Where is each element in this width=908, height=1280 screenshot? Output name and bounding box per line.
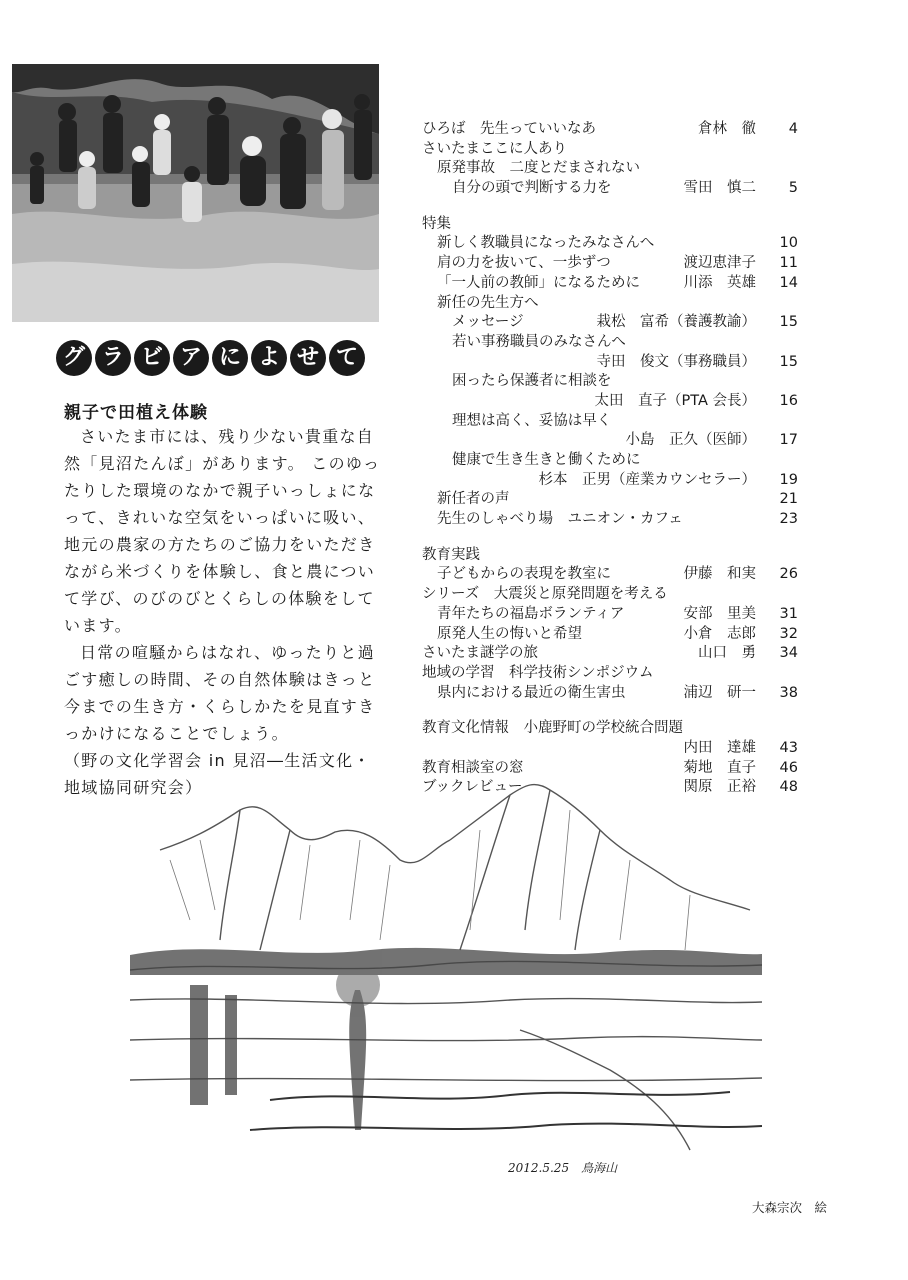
toc-entry-title: 県内における最近の衛生害虫	[437, 684, 626, 701]
toc-entry	[422, 372, 798, 392]
toc-entry	[422, 471, 798, 491]
toc-entry-title: 健康で生き生きと働くために	[452, 452, 641, 468]
toc-entry	[422, 412, 798, 432]
toc-entry-page: 43	[779, 739, 798, 756]
toc-entry-page: 15	[779, 314, 798, 331]
gravure-heading-char: よ	[251, 340, 287, 376]
toc-entry	[422, 254, 798, 274]
toc-entry	[422, 215, 798, 235]
toc-entry	[422, 234, 798, 254]
toc-entry-author: 関原 正裕	[683, 779, 756, 796]
toc-entry	[422, 392, 798, 412]
mountain-sketch	[130, 770, 762, 1180]
toc-entry-title: 新任者の声	[437, 491, 510, 508]
toc-entry-author: 伊藤 和実	[683, 566, 756, 583]
toc-entry-title: 子どもからの表現を教室に	[437, 566, 611, 583]
toc-entry	[422, 451, 798, 471]
toc-entry	[422, 294, 798, 314]
toc-entry-page: 5	[788, 180, 798, 197]
article-credit: （野の文化学習会 in 見沼―生活文化・地域協同研究会）	[64, 751, 371, 797]
toc-entry	[422, 644, 798, 664]
gravure-heading-char: ビ	[134, 340, 170, 376]
toc-entry-page: 21	[779, 491, 798, 508]
toc-entry-page: 11	[779, 255, 798, 272]
toc-entry-title: さいたまここに人あり	[422, 140, 567, 157]
toc-entry-page: 19	[779, 471, 798, 488]
toc-entry-title: 特集	[422, 215, 451, 232]
toc-entry	[422, 333, 798, 353]
toc-entry-title: ブックレビュー	[422, 779, 523, 796]
gravure-heading-char: ア	[173, 340, 209, 376]
toc-entry	[422, 313, 798, 333]
toc-entry-title: さいたま謎学の旅	[422, 645, 538, 662]
toc-entry-page: 14	[779, 274, 798, 291]
gravure-heading-char: せ	[290, 340, 326, 376]
toc-entry-title: 教育実践	[422, 546, 480, 563]
toc-entry-title: 新任の先生方へ	[437, 294, 539, 311]
toc-entry-title: 教育文化情報 小鹿野町の学校統合問題	[422, 720, 683, 737]
toc-entry-page: 31	[779, 605, 798, 622]
toc-entry-page: 16	[779, 392, 798, 409]
toc-entry-title: シリーズ 大震災と原発問題を考える	[422, 586, 668, 603]
toc-entry-page: 26	[779, 566, 798, 583]
toc-entry-page: 17	[779, 432, 798, 449]
toc-entry-author: 菊地 直子	[683, 759, 756, 776]
toc-entry-title: 原発事故 二度とだまされない	[437, 160, 640, 177]
gravure-heading-char: グ	[56, 340, 92, 376]
toc-entry	[422, 510, 798, 530]
toc-entry	[422, 353, 798, 373]
toc-entry-author: 内田 達雄	[683, 739, 756, 756]
toc-entry-title: 若い事務職員のみなさんへ	[452, 333, 626, 350]
toc-group-gap	[422, 199, 798, 215]
toc-entry-author: 寺田 俊文（事務職員）	[596, 353, 756, 370]
toc-entry	[422, 719, 798, 739]
toc-entry	[422, 565, 798, 585]
toc-group-gap	[422, 703, 798, 719]
toc-entry-page: 46	[779, 759, 798, 776]
toc-entry-page: 34	[779, 645, 798, 662]
toc-entry-title: 自分の頭で判断する力を	[452, 180, 612, 197]
toc-entry-author: 倉林 徹	[698, 121, 756, 137]
toc-entry-author: 杉本 正男（産業カウンセラー）	[538, 471, 756, 488]
toc-entry-page: 10	[779, 235, 798, 252]
toc-entry-title: 新しく教職員になったみなさんへ	[437, 235, 655, 252]
toc-entry	[422, 179, 798, 199]
toc-entry	[422, 625, 798, 645]
illustration-caption: 大森宗次 絵	[752, 1200, 828, 1215]
toc-entry-author: 小島 正久（医師）	[625, 432, 756, 449]
toc-entry-page: 48	[779, 779, 798, 796]
article-title: 親子で田植え体験	[64, 403, 208, 423]
article-paragraph: 日常の喧騒からはなれ、ゆったりと過ごす癒しの時間、その自然体験はきっと今までの生き方・くらしかたを見直すきっかけになることでしょう。	[64, 643, 376, 743]
toc-entry-author: 雪田 慎二	[683, 180, 756, 197]
toc-entry-title: 困ったら保護者に相談を	[452, 373, 612, 390]
toc-group-gap	[422, 530, 798, 546]
toc-entry-title: 「一人前の教師」になるために	[437, 274, 640, 291]
gravure-heading-char: に	[212, 340, 248, 376]
toc-entry	[422, 490, 798, 510]
toc-entry-title: 原発人生の悔いと希望	[437, 625, 582, 642]
toc-entry-page: 32	[779, 625, 798, 642]
toc-entry	[422, 159, 798, 179]
rice-planting-photo	[12, 64, 379, 322]
toc-entry-author: 渡辺恵津子	[683, 255, 756, 272]
toc-entry	[422, 664, 798, 684]
toc-entry	[422, 546, 798, 566]
toc-entry-title: 地域の学習 科学技術シンポジウム	[422, 664, 654, 681]
toc-entry-page: 15	[779, 353, 798, 370]
gravure-heading-char: ラ	[95, 340, 131, 376]
toc-entry-title: 肩の力を抜いて、一歩ずつ	[437, 255, 611, 272]
sketch-date-inscription: 2012.5.25 鳥海山	[508, 1161, 618, 1175]
toc-entry	[422, 120, 798, 140]
toc-entry-author: 浦辺 研一	[683, 684, 756, 701]
toc-entry	[422, 585, 798, 605]
toc-entry-author: 栽松 富希（養護教諭）	[596, 314, 756, 331]
toc-entry-author: 小倉 志郎	[683, 625, 756, 642]
toc-entry-page: 4	[788, 121, 798, 137]
toc-entry-page: 38	[779, 684, 798, 701]
toc-entry-author: 太田 直子（PTA 会長）	[594, 392, 756, 409]
toc-entry	[422, 605, 798, 625]
rice-planting-photo-drawing	[12, 64, 379, 322]
table-of-contents	[422, 120, 798, 798]
toc-entry	[422, 140, 798, 160]
toc-entry-title: メッセージ	[452, 314, 524, 331]
toc-entry-title: ひろば 先生っていいなあ	[422, 121, 596, 137]
toc-entry	[422, 739, 798, 759]
toc-entry	[422, 274, 798, 294]
toc-entry-title: 先生のしゃべり場 ユニオン・カフェ	[437, 511, 683, 528]
article-body	[64, 423, 382, 801]
toc-entry-title: 教育相談室の窓	[422, 759, 524, 776]
mountain-sketch-drawing	[130, 770, 762, 1180]
toc-entry-author: 安部 里美	[683, 605, 756, 622]
gravure-heading-char: て	[329, 340, 365, 376]
article-paragraph: さいたま市には、残り少ない貴重な自然「見沼たんぼ」があります。 このゆったりした環境のなかで親子いっしょになって、きれいな空気をいっぱいに吸い、地元の農家の方たちのご協力をいただきながら米づくりを体験し、食と農について学び、のびのびとくらしの体験をしています。	[64, 427, 381, 635]
toc-entry-author: 山口 勇	[698, 645, 756, 662]
toc-entry-title: 理想は高く、妥協は早く	[452, 412, 612, 429]
toc-entry-page: 23	[779, 511, 798, 528]
toc-entry-author: 川添 英雄	[683, 274, 756, 291]
toc-entry-title: 青年たちの福島ボランティア	[437, 605, 625, 622]
gravure-heading	[56, 340, 365, 380]
toc-entry	[422, 431, 798, 451]
toc-entry	[422, 684, 798, 704]
